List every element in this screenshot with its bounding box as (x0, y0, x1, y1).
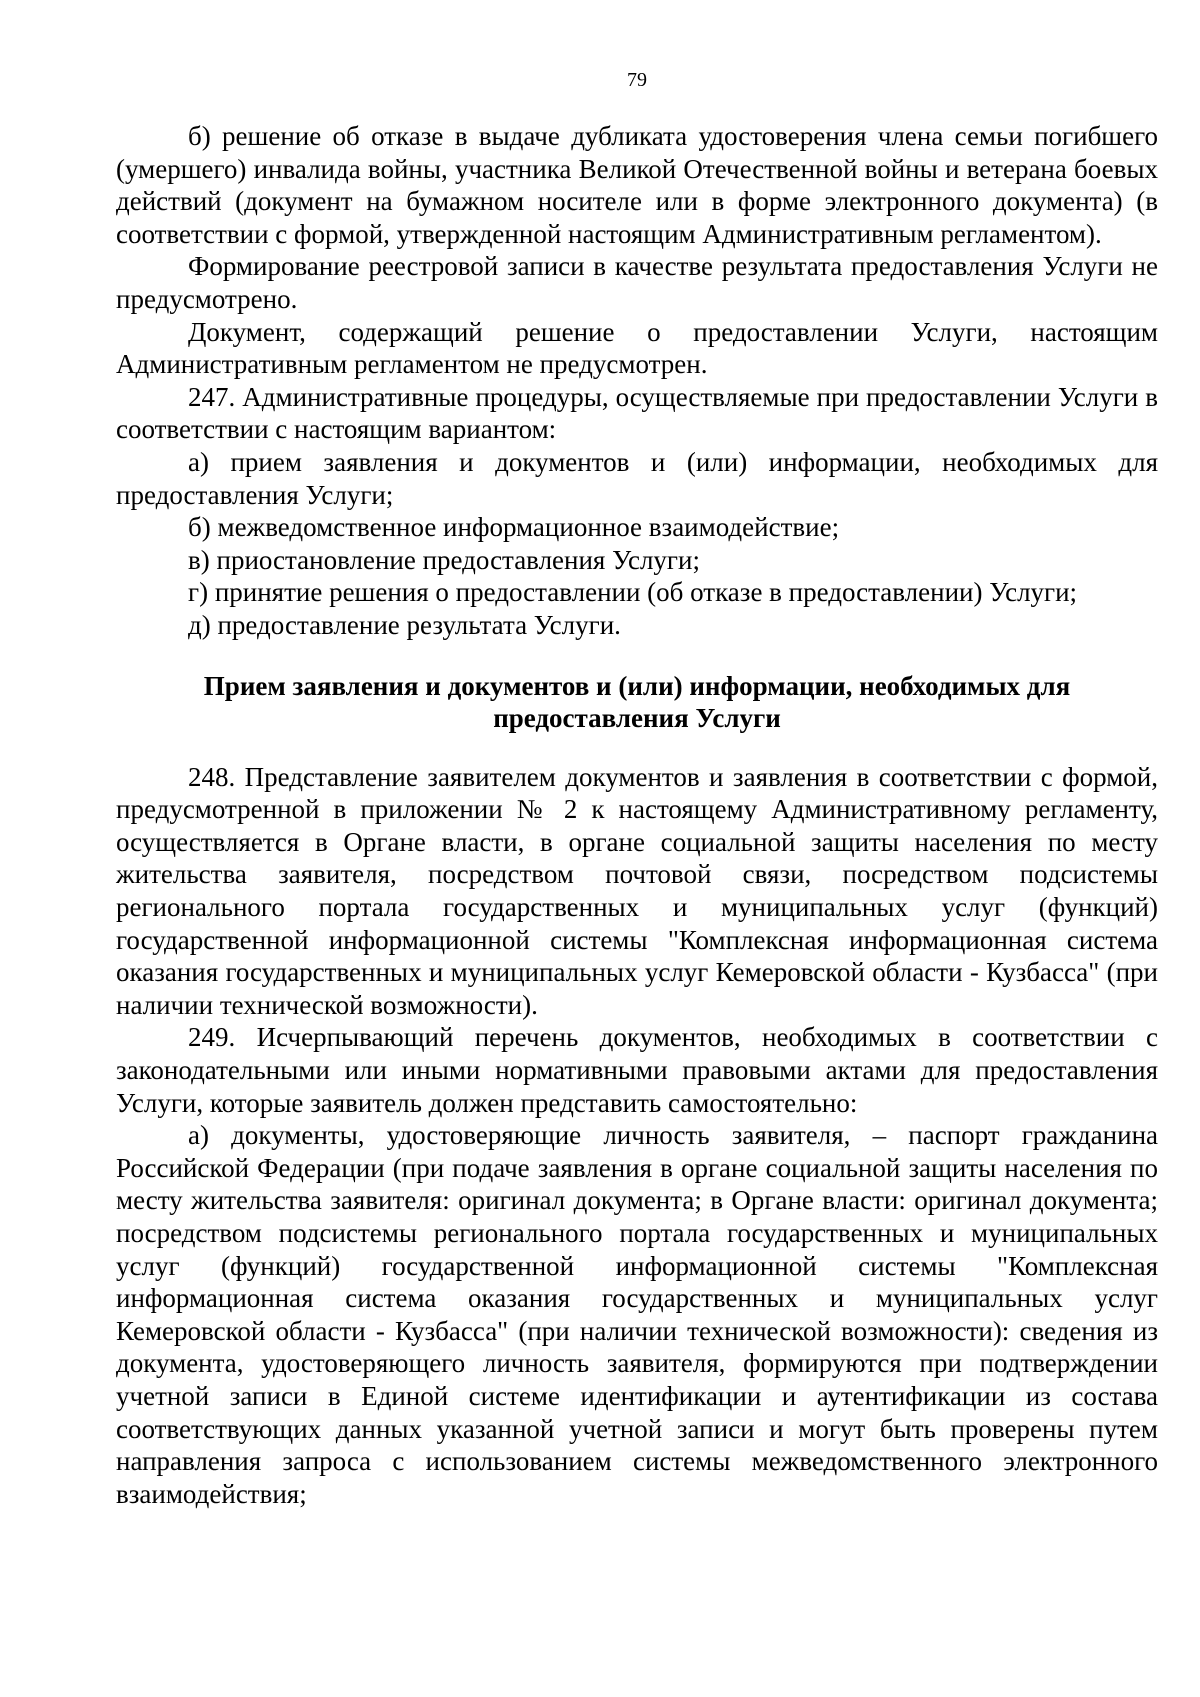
document-body (116, 120, 1158, 1510)
section-heading (116, 670, 1158, 735)
paragraph-248: 248. Представление заявителем документов и заявления в соответствии с формой, предусмотренной в приложении № 2 к настоящему Административному регламенту, осуществляется в Органе власти, в органе социальной защиты населения по месту жительства заявителя, посредством почтовой связи, посредством подсистемы регионального портала государственных и муниципальных услуг (функций) государственной информационной системы "Комплексная информационная система оказания государственных и муниципальных услуг Кемеровской области - Кузбасса" (при наличии технической возможности). (116, 761, 1158, 1020)
list-item-a: а) прием заявления и документов и (или) информации, необходимых для предоставления Услуги; (116, 446, 1158, 510)
list-item-v: в) приостановление предоставления Услуги; (188, 544, 700, 575)
paragraph-decision-document: Документ, содержащий решение о предоставлении Услуги, настоящим Административным регламентом не предусмотрен. (116, 316, 1158, 380)
paragraph-registry-record: Формирование реестровой записи в качестве результата предоставления Услуги не предусмотрено. (116, 251, 1158, 314)
section-heading-line-1: Прием заявления и документов и (или) информации, необходимых для (203, 670, 1071, 701)
list-item-d: д) предоставление результата Услуги. (188, 609, 621, 640)
page-number: 79 (627, 69, 647, 91)
paragraph-249: 249. Исчерпывающий перечень документов, необходимых в соответствии с законодательными или иными нормативными правовыми актами для предоставления Услуги, которые заявитель должен представить самостоятельно: (116, 1022, 1158, 1118)
section-heading-line-2: предоставления Услуги (493, 703, 781, 734)
list-item-b: б) межведомственное информационное взаимодействие; (188, 512, 840, 543)
list-item-g: г) принятие решения о предоставлении (об отказе в предоставлении) Услуги; (188, 577, 1078, 608)
paragraph-result-refusal: б) решение об отказе в выдаче дубликата удостоверения члена семьи погибшего (умершего) инвалида войны, участника Великой Отечественной войны и ветерана боевых действий (документ на бумажном носителе или в форме электронного документа) (в соответствии с формой, утвержденной настоящим Административным регламентом). (116, 121, 1158, 249)
paragraph-247: 247. Административные процедуры, осуществляемые при предоставлении Услуги в соответствии с настоящим вариантом: (116, 381, 1158, 445)
paragraph-249-a: а) документы, удостоверяющие личность заявителя, – паспорт гражданина Российской Федерации (при подаче заявления в органе социальной защиты населения по месту жительства заявителя: оригинал документа; в Органе власти: оригинал документа; посредством подсистемы регионального портала государственных и муниципальных услуг (функций) государственной информационной системы "Комплексная информационная система оказания государственных и муниципальных услуг Кемеровской области - Кузбасса" (при наличии технической возможности): сведения из документа, удостоверяющего личность заявителя, формируются при подтверждении учетной записи в Единой системе идентификации и аутентификации из состава соответствующих данных указанной учетной записи и могут быть проверены путем направления запроса с использованием системы межведомственного электронного взаимодействия; (116, 1120, 1158, 1509)
